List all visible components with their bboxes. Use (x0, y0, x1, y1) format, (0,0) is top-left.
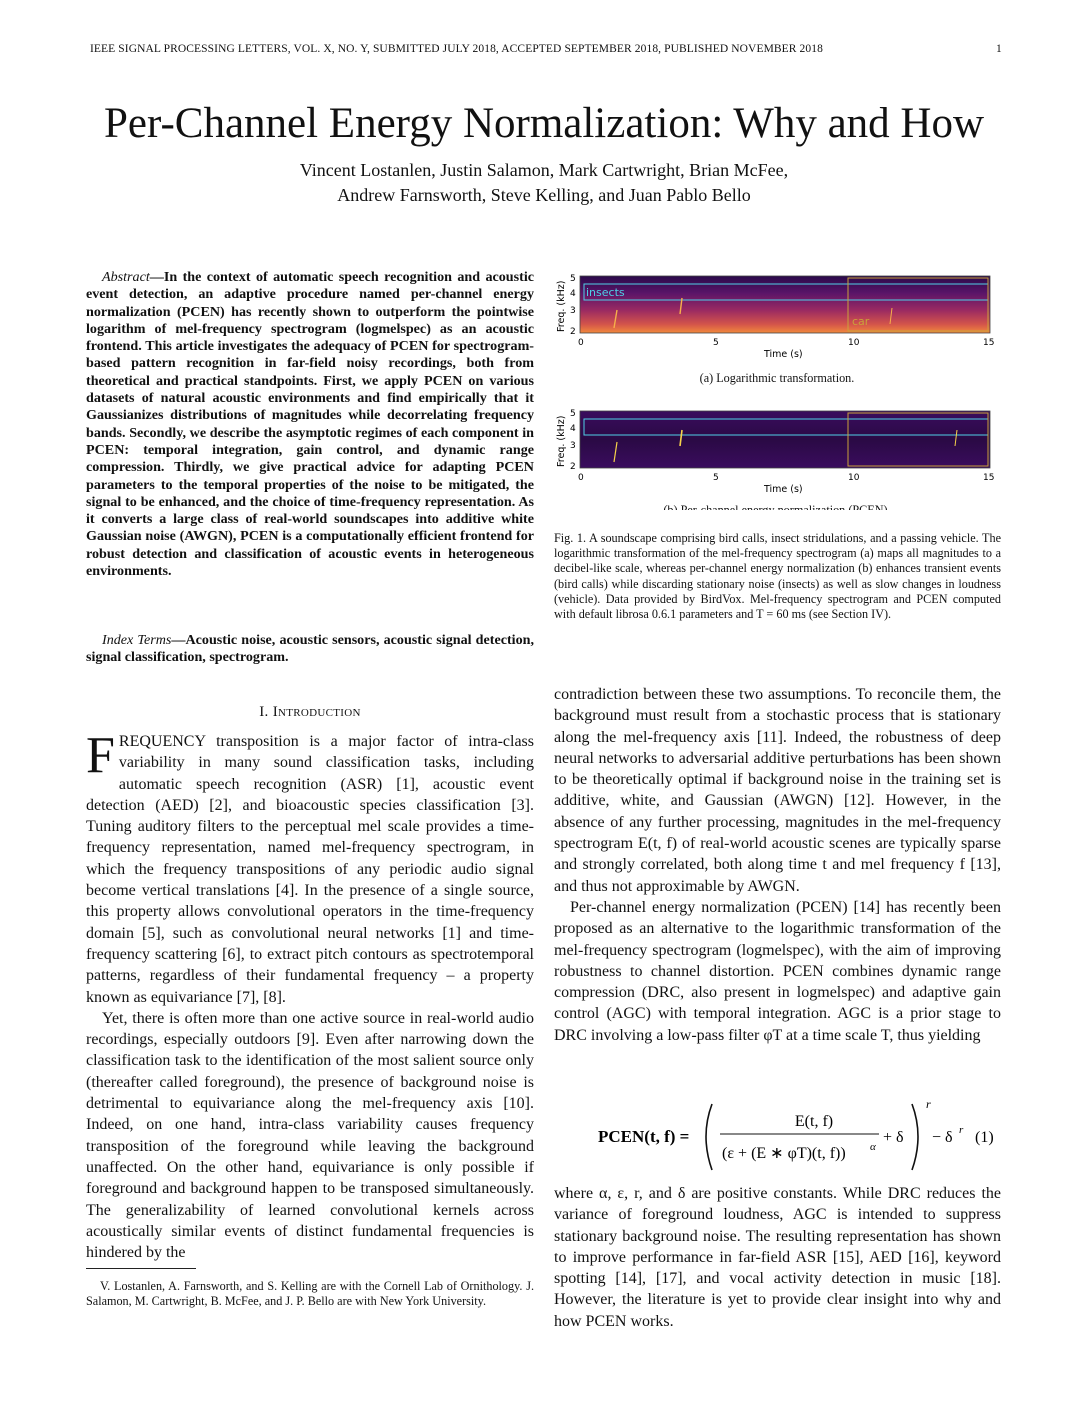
section-heading (86, 704, 534, 721)
equation-1 (554, 1090, 1001, 1180)
eq-minus-delta: − δ (932, 1129, 953, 1146)
abstract (86, 269, 534, 580)
y-axis-label-b: Freq. (kHz) (556, 415, 567, 467)
intro-paragraph-1-text: REQUENCY transposition is a major factor of intra-class variability in many sound classification tasks, including automatic speech recognition (ASR) [1], acoustic event detection (AED) [2], and bioacoustic species classification [3]. Tuning auditory filters to the perceptual mel scale provides a time-frequency representation, named mel-frequency spectrogram, in which the frequency transpositions of any periodic audio signal become vertical translations [4]. In the presence of a single source, this property allows convolutional operators in the time-frequency domain [5], such as convolutional neural networks [1] and time-frequency scattering [6], to extract pitch contours as spectrotemporal patterns, regardless of their fundamental frequency – a property known as equivariance [7], [8]. (86, 733, 534, 1006)
footnote (86, 1279, 534, 1309)
footnote-rule (86, 1268, 196, 1269)
spectrogram-panel-a (556, 274, 994, 360)
section-number: I. (259, 704, 269, 720)
car-label-a: car (852, 315, 870, 328)
subcaption-b: (b) Per-channel energy normalization (PCEN). (663, 503, 891, 510)
figure-caption: Fig. 1. A soundscape comprising bird calls, insect stridulations, and a passing vehicle. The logarithmic transformation of the mel-frequency spectrogram (a) maps all magnitudes to a decibel-like scale, whereas per-channel energy normalization (b) enhances transient events (bird calls) while discarding stationary noise (insects) as well as slow changes in loudness (vehicle). Data provided by BirdVox. Mel-frequency spectrogram and PCEN computed with default librosa 0.6.1 parameters and T = 60 ms (see Section IV). (554, 531, 1001, 622)
eq-plus-delta: + δ (883, 1129, 904, 1146)
y-tick-a-4: 4 (570, 289, 576, 299)
y-tick-a-2: 2 (570, 327, 576, 337)
x-axis-label-b: Time (s) (764, 484, 803, 495)
x-tick-a-5: 5 (713, 338, 719, 348)
spectrogram-a-image (580, 276, 990, 333)
index-terms-dash: — (171, 632, 186, 648)
x-tick-b-10: 10 (848, 473, 860, 483)
right-paragraph-1: contradiction between these two assumptions. To reconcile them, the background must result from a stochastic process that is stationary along the mel-frequency axis [11]. Indeed, the robustness of deep neural networks to adversarial additive perturbations has been shown to be theoretically optimal if background noise in the training set is additive, white, and Gaussian (AWGN) [12]. However, in the absence of any further processing, magnitudes in the mel-frequency spectrogram E(t, f) of real-world acoustic scenes are typically sparse and strongly correlated, both along time t and mel frequency f [13], and thus not approximable by AWGN. (554, 686, 1001, 895)
intro-right-column-bottom (554, 1183, 1001, 1332)
eq-exponent: r (926, 1097, 931, 1111)
equation-lhs: PCEN(t, f) = (598, 1127, 690, 1146)
index-terms-lead: Index Terms (102, 632, 172, 648)
intro-paragraph-2: Yet, there is often more than one active source in real-world audio recordings, especially outdoors [9]. Even after narrowing down the classification task to the identification of the most salient source only (thereafter called foreground), the presence of background noise is detrimental to equivariance along the mel-frequency axis [10]. Indeed, on one hand, intra-class variability causes frequency transposition of the foreground while leaving the background unaffected. On the other hand, equivariance is only possible if foreground and background happen to be transposed simultaneously. The generalizability of learned convolutional kernels across acoustically similar events of distinct fundamental frequencies is hindered by the (86, 1009, 534, 1262)
y-axis-label-a: Freq. (kHz) (556, 280, 567, 332)
x-tick-a-0: 0 (578, 338, 584, 348)
insects-label-a: insects (586, 286, 625, 299)
x-tick-a-15: 15 (983, 338, 995, 348)
eq-alpha: α (870, 1141, 876, 1153)
figure-1-svg (552, 270, 1002, 510)
footnote-text: V. Lostanlen, A. Farnsworth, and S. Kelling are with the Cornell Lab of Ornithology. J. Salamon, M. Cartwright, B. McFee, and J. P. Bello are with New York University. (86, 1279, 534, 1309)
eq-denominator: (ε + (E ∗ φT)(t, f)) (722, 1145, 846, 1162)
y-tick-b-3: 3 (570, 441, 576, 451)
eq-minus-exponent: r (959, 1124, 964, 1136)
abstract-text: In the context of automatic speech recognition and acoustic event detection, an adaptive procedure named per-channel energy normalization (PCEN) has recently shown to outperform the pointwise logarithm of mel-frequency spectrogram (logmelspec) as an acoustic frontend. This article investigates the adequacy of PCEN for spectrogram-based pattern recognition in far-field noisy recordings, both from theoretical and practical standpoints. First, we apply PCEN on various datasets of natural acoustic environments and find empirically that it Gaussianizes distributions of magnitudes while decorrelating frequency bands. Secondly, we describe the asymptotic regimes of each component in PCEN: temporal integration, gain control, and dynamic range compression. Thirdly, we give practical advice for adapting PCEN parameters to the temporal properties of the noise to be mitigated, the signal to be enhanced, and the choice of time-frequency representation. As it converts a large class of real-world soundscapes into additive white Gaussian noise (AWGN), PCEN is a computationally efficient frontend for robust detection and classification of acoustic events in heterogeneous environments. (86, 269, 534, 580)
y-tick-a-5: 5 (570, 274, 576, 284)
spectrogram-panel-b (556, 409, 994, 495)
right-paragraph-2: Per-channel energy normalization (PCEN) [14] has recently been proposed as an alternative to the logarithmic transformation of the mel-frequency spectrogram (logmelspec), with the aim of improving robustness to channel distortion. PCEN combines dynamic range compression (DRC, also present in logmelspec) and adaptive gain control (AGC) with temporal integration. AGC is a prior stage to DRC involving a low-pass filter φT at a time scale T, thus yielding (554, 898, 1001, 1044)
x-tick-a-10: 10 (848, 338, 860, 348)
y-tick-b-2: 2 (570, 462, 576, 472)
abstract-lead: Abstract (102, 269, 150, 285)
x-tick-b-15: 15 (983, 473, 995, 483)
right-paragraph-3: where α, ε, r, and δ are positive constants. While DRC reduces the variance of foreground loudness, AGC is intended to suppress stationary background noise. The resulting representation has shown to improve performance in far-field ASR [15], AED [16], keyword spotting [14], [17], and vocal activity detection in music [18]. However, the literature is yet to provide clear insight into why and how PCEN works. (554, 1185, 1001, 1330)
eq-numerator: E(t, f) (794, 1113, 834, 1130)
authors-line-1: Vincent Lostanlen, Justin Salamon, Mark Cartwright, Brian McFee, (299, 160, 789, 180)
page-number: 1 (996, 43, 1002, 55)
x-axis-label-a: Time (s) (764, 349, 803, 360)
dropcap: F (86, 727, 115, 784)
intro-right-column-top (554, 684, 1001, 1046)
subcaption-a: (a) Logarithmic transformation. (699, 371, 855, 385)
x-tick-b-0: 0 (578, 473, 584, 483)
intro-paragraph-1 (86, 727, 534, 1008)
y-tick-b-5: 5 (570, 409, 576, 419)
left-paren (706, 1104, 712, 1170)
x-tick-b-5: 5 (713, 473, 719, 483)
intro-left-column (86, 727, 534, 1263)
equation-number: (1) (975, 1129, 994, 1146)
equation-svg (554, 1090, 1001, 1180)
right-paren (912, 1104, 918, 1170)
figure-1 (552, 270, 1002, 510)
journal-header: IEEE SIGNAL PROCESSING LETTERS, VOL. X, NO. Y, SUBMITTED JULY 2018, ACCEPTED SEPTEMBER 2018, PUBLISHED NOVEMBER 2018 (90, 43, 823, 55)
y-tick-b-4: 4 (570, 424, 576, 434)
spectrogram-b-image (580, 411, 990, 468)
running-header (90, 43, 1010, 55)
index-terms (86, 632, 534, 667)
paper-title: Per-Channel Energy Normalization: Why and How (103, 100, 985, 147)
y-tick-a-3: 3 (570, 306, 576, 316)
section-title: Introduction (272, 704, 361, 720)
index-terms-text: Acoustic noise, acoustic sensors, acoustic signal detection, signal classification, spectrogram. (86, 632, 534, 666)
abstract-dash: — (149, 269, 164, 285)
authors-line-2: Andrew Farnsworth, Steve Kelling, and Juan Pablo Bello (337, 185, 751, 205)
